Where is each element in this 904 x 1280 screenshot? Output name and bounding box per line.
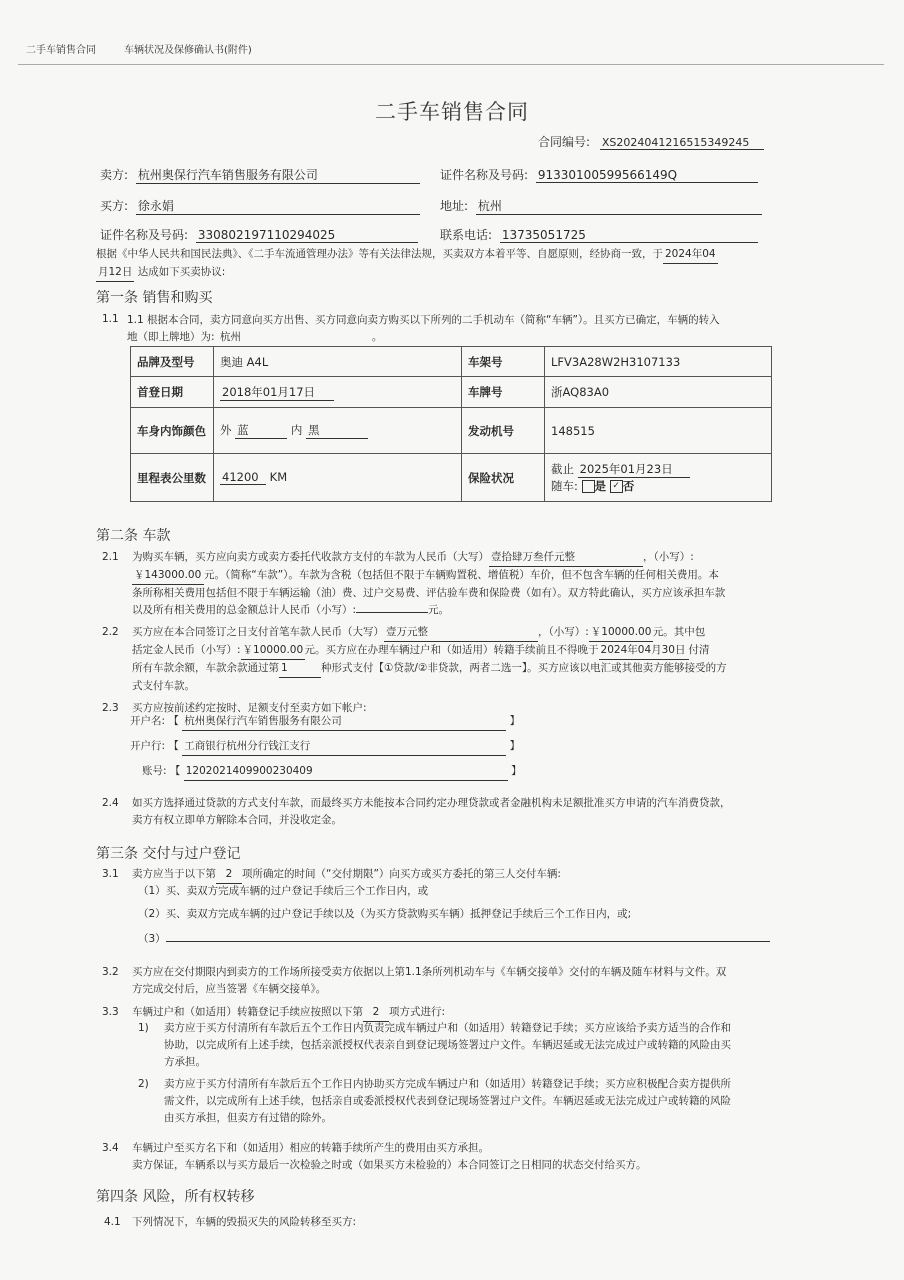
- sub-2-text-c: 由买方承担，但卖方有过错的除外。: [164, 1112, 332, 1124]
- intro-date-2: 月12日: [96, 264, 134, 282]
- sub-1: [164, 1020, 731, 1071]
- intro-date-1: 2024年04: [663, 246, 718, 264]
- buyer-row: [100, 197, 420, 215]
- clause-1-1-text-b: 地（即上牌地）为:: [127, 331, 215, 343]
- sub-2-text-a: 卖方应于买方付清所有车款后五个工作日内协助买方完成车辆过户和（如适用）转籍登记手续；买方应积极配合卖方提供所: [164, 1078, 731, 1090]
- buyer-name: 徐永娟: [136, 197, 420, 215]
- clause-3-1-text-b: 项所确定的时间（“交付期限”）向买方或买方委托的第三人交付车辆:: [242, 868, 561, 880]
- sub-1-text-b: 协助，以完成所有上述手续，包括亲派授权代表亲自到登记现场签署过户文件。车辆迟延或无法完成过户或转籍的风险由买: [164, 1039, 731, 1051]
- clause-3-2-text-b: 方完成交付后，应当签署《车辆交接单》。: [132, 983, 327, 995]
- option-3-blank: [166, 941, 770, 942]
- clause-2-2: [132, 624, 777, 695]
- clause-2-2-text-h: 种形式支付【①贷款/②非贷款，两者二选一】。买方应该以电汇或其他卖方能够接受的方: [321, 662, 727, 674]
- clause-3-3-text-a: 车辆过户和（如适用）转籍登记手续应按照以下第: [132, 1006, 363, 1018]
- sub-2-text-b: 需文件，以完成所有上述手续，包括亲自或委派授权代表到登记现场签署过户文件。车辆迟延或无法完成过户或转籍的风险: [164, 1095, 731, 1107]
- exterior-label: 外: [220, 423, 232, 437]
- price-capital: 壹拾肆万叁仟元整: [489, 549, 643, 567]
- clause-2-2-text-a: 买方应在本合同签订之日支付首笔车款人民币（大写）: [132, 626, 384, 638]
- clause-3-1-text-a: 卖方应当于以下第: [132, 868, 216, 880]
- sub-2: [164, 1076, 731, 1127]
- bracket-left: 【: [168, 715, 179, 727]
- brand-label: 品牌及型号: [131, 347, 214, 377]
- clause-3-1-number: 3.1: [102, 868, 119, 880]
- clause-2-2-text-i: 式支付车款。: [132, 680, 195, 692]
- clause-3-3-number: 3.3: [102, 1006, 119, 1018]
- bank-value: 工商银行杭州分行钱江支行: [182, 738, 506, 756]
- clause-1-1-number: 1.1: [102, 313, 119, 325]
- vehicle-info-table: [130, 346, 772, 502]
- vin-value: LFV3A28W2H3107133: [545, 347, 772, 377]
- clause-2-3-text: 买方应按前述约定按时、足额支付至卖方如下帐户:: [132, 702, 367, 714]
- odometer-value: 41200: [220, 470, 266, 485]
- clause-2-2-text-b: ，（小写）:: [538, 626, 589, 638]
- seller-id-row: [440, 166, 758, 183]
- account-name-value: 杭州奥保行汽车销售服务有限公司: [182, 713, 506, 731]
- bank-label: 开户行:: [130, 740, 166, 752]
- option-3: [138, 931, 770, 948]
- plate-label: 车牌号: [462, 377, 545, 408]
- first-payment-small: ￥10000.00: [589, 624, 653, 642]
- article-4-title: 第四条 风险，所有权转移: [96, 1189, 255, 1205]
- bracket-right: 】: [511, 765, 522, 777]
- seller-row: [100, 166, 420, 184]
- buyer-id-row: [100, 226, 418, 243]
- bracket-right: 】: [509, 740, 521, 752]
- clause-2-2-text-e: 元。买方应在办理车辆过户和（如适用）转籍手续前且不得晚于: [304, 644, 599, 656]
- intro-paragraph: [96, 246, 776, 282]
- table-row: [131, 347, 772, 377]
- interior-color: 黑: [306, 422, 368, 439]
- option-1: （1）买、卖双方完成车辆的过户登记手续后三个工作日内，或: [138, 885, 429, 897]
- first-payment-capital: 壹万元整: [384, 624, 538, 642]
- header-tab-attachment: 车辆状况及保修确认书(附件): [124, 45, 252, 56]
- intro-text-2: 达成如下买卖协议:: [137, 266, 226, 278]
- seller-id-value: 91330100599566149Q: [536, 168, 758, 183]
- clause-2-4-number: 2.4: [102, 797, 119, 809]
- yes-label: 是: [594, 479, 607, 493]
- clause-3-2-number: 3.2: [102, 966, 119, 978]
- clause-2-4-text-b: 卖方有权立即单方解除本合同，并没收定金。: [132, 814, 342, 826]
- clause-2-1-text-e: 以及所有相关费用的总金额总计人民币（小写）:: [132, 604, 357, 616]
- deposit-amount: ￥10000.00: [241, 642, 305, 660]
- article-2-title: 第二条 车款: [96, 528, 171, 544]
- buyer-addr-label: 地址:: [440, 199, 469, 213]
- payment-deadline: 2024年04月30日: [599, 642, 689, 660]
- buyer-tel-value: 13735051725: [500, 228, 758, 243]
- option-2: （2）买、卖双方完成车辆的过户登记手续以及（为买方贷款购买车辆）抵押登记手续后三个工作日内，或;: [138, 908, 632, 920]
- account-name-row: [130, 713, 520, 731]
- clause-2-3-number: 2.3: [102, 702, 119, 714]
- vin-label: 车架号: [462, 347, 545, 377]
- bracket-right: 】: [509, 715, 521, 727]
- transfer-place: 杭州: [218, 329, 372, 347]
- color-cell: [214, 408, 462, 454]
- odometer-cell: [214, 454, 462, 502]
- clause-4-1-number: 4.1: [104, 1216, 121, 1228]
- reg-date-label: 首登日期: [131, 377, 214, 408]
- buyer-tel-label: 联系电话:: [440, 228, 493, 242]
- clause-2-2-text-c: 元。其中包: [652, 626, 706, 638]
- article-3-title: 第三条 交付与过户登记: [96, 846, 241, 862]
- engine-value: 148515: [545, 408, 772, 454]
- page-title: 二手车销售合同: [375, 100, 529, 124]
- clause-1-1-text-a: 1.1 根据本合同，卖方同意向买方出售、买方同意向卖方购买以下所列的二手机动车（简称“车辆”）。且买方已确定，车辆的转入: [127, 314, 720, 326]
- option-3-label: （3）: [138, 933, 166, 945]
- account-name-label: 开户名:: [130, 715, 166, 727]
- header-tab-contract: 二手车销售合同: [26, 45, 96, 56]
- payment-type: 1: [279, 660, 321, 678]
- header-divider: [18, 64, 884, 65]
- checkbox-checked-icon: ✓: [610, 480, 623, 493]
- clause-3-4-number: 3.4: [102, 1142, 119, 1154]
- clause-2-2-number: 2.2: [102, 626, 119, 638]
- clause-1-1: 1.1 根据本合同，卖方同意向买方出售、买方同意向卖方购买以下所列的二手机动车（简称“车辆”）。且买方已确定，车辆的转入 地（即上牌地）为: 杭州 。: [127, 312, 777, 347]
- intro-text-1: 根据《中华人民共和国民法典》、《二手车流通管理办法》等有关法律法规，买卖双方本着平等、自愿原则，经协商一致，于: [96, 248, 663, 260]
- seller-name: 杭州奥保行汽车销售服务有限公司: [136, 166, 420, 184]
- clause-3-1: [132, 866, 561, 884]
- clause-2-4-text-a: 如买方选择通过贷款的方式支付车款，而最终买方未能按本合同约定办理贷款或者金融机构未足额批准买方申请的汽车消费贷款，: [132, 797, 731, 809]
- buyer-tel-row: [440, 226, 758, 243]
- delivery-item-no: 2: [216, 866, 242, 884]
- odometer-label: 里程表公里数: [131, 454, 214, 502]
- sub-1-number: 1): [138, 1022, 149, 1034]
- seller-id-label: 证件名称及号码:: [440, 168, 529, 182]
- clause-3-4: [132, 1140, 647, 1174]
- sub-1-text-a: 卖方应于买方付清所有车款后五个工作日内负责完成车辆过户和（如适用）转籍登记手续；买方应该给予卖方适当的合作和: [164, 1022, 731, 1034]
- checkbox-empty-icon: [582, 480, 595, 493]
- clause-3-2: [132, 964, 726, 998]
- sub-1-text-c: 方承担。: [164, 1056, 206, 1068]
- seller-label: 卖方:: [100, 168, 129, 182]
- clause-3-3-text-b: 项方式进行:: [389, 1006, 446, 1018]
- plate-value: 浙AQ83A0: [545, 377, 772, 408]
- total-amount-blank: [356, 612, 428, 613]
- bracket-left: 【: [168, 740, 179, 752]
- clause-2-1-text-d: 条所称相关费用包括但不限于车辆运输（油）费、过户交易费、评估验车费和保险费（如有）。双方特此确认，买方应该承担车款: [132, 587, 726, 599]
- buyer-id-label: 证件名称及号码:: [100, 228, 189, 242]
- clause-2-1-number: 2.1: [102, 551, 119, 563]
- interior-label: 内: [290, 423, 303, 437]
- clause-2-2-text-f: 付清: [688, 644, 710, 656]
- clause-4-1-text: 下列情况下，车辆的毁损灭失的风险转移至买方:: [132, 1216, 357, 1228]
- bank-row: [130, 738, 520, 756]
- insurance-until-label: 截止: [551, 462, 574, 476]
- contract-no-label: 合同编号:: [538, 135, 591, 149]
- buyer-addr-row: [440, 197, 762, 215]
- table-row: [131, 454, 772, 502]
- clause-2-1-text-c: 元。（简称“车款”）。车款为含税（包括但不限于车辆购置税、增值税）车价，但不包含车辆的任何相关费用。本: [204, 569, 719, 581]
- clause-2-1-text-a: 为购买车辆，买方应向卖方或卖方委托代收款方支付的车款为人民币（大写）: [132, 551, 489, 563]
- brand-value: 奥迪 A4L: [214, 347, 462, 377]
- clause-3-2-text-a: 买方应在交付期限内到卖方的工作场所接受卖方依据以上第1.1条所列机动车与《车辆交接单》交付的车辆及随车材料与文件。双: [132, 966, 727, 978]
- account-no-row: [142, 763, 522, 781]
- table-row: [131, 377, 772, 408]
- buyer-addr-value: 杭州: [476, 197, 762, 215]
- clause-2-2-text-g: 所有车款余额，车款余款通过第: [132, 662, 279, 674]
- buyer-id-value: 330802197110294025: [196, 228, 418, 243]
- header-tabs: [26, 41, 252, 56]
- engine-label: 发动机号: [462, 408, 545, 454]
- insurance-follow-label: 随车:: [551, 479, 578, 493]
- clause-2-4: [132, 795, 731, 829]
- color-label: 车身内饰颜色: [131, 408, 214, 454]
- clause-2-1-text-b: ，（小写）:: [643, 551, 694, 563]
- table-row: [131, 408, 772, 454]
- insurance-label: 保险状况: [462, 454, 545, 502]
- account-no-label: 账号:: [142, 765, 167, 777]
- clause-2-1-text-f: 元。: [428, 604, 450, 616]
- clause-3-4-text-b: 卖方保证，车辆系以与买方最后一次检验之时或（如果买方未检验的）本合同签订之日相同的状态交付给买方。: [132, 1159, 647, 1171]
- clause-3-4-text-a: 车辆过户至买方名下和（如适用）相应的转籍手续所产生的费用由买方承担。: [132, 1142, 489, 1154]
- odometer-unit: KM: [269, 470, 288, 484]
- exterior-color: 蓝: [235, 422, 287, 439]
- insurance-until-date: 2025年01月23日: [578, 461, 690, 478]
- article-1-title: 第一条 销售和购买: [96, 290, 213, 306]
- account-no-value: 1202021409900230409: [184, 763, 508, 781]
- no-label: 否: [622, 479, 635, 493]
- reg-date-cell: [214, 377, 462, 408]
- clause-2-2-text-d: 括定金人民币（小写）:: [132, 644, 241, 656]
- bracket-left: 【: [169, 765, 181, 777]
- insurance-cell: [545, 454, 772, 502]
- sub-2-number: 2): [138, 1078, 149, 1090]
- contract-no-value: XS2024041216515349245: [600, 136, 764, 150]
- contract-no-row: [538, 133, 764, 150]
- reg-date-value: 2018年01月17日: [220, 384, 334, 401]
- price-small: ￥143000.00: [132, 567, 204, 585]
- buyer-label: 买方:: [100, 199, 129, 213]
- clause-2-1: [132, 549, 777, 619]
- method-no: 2: [363, 1004, 389, 1022]
